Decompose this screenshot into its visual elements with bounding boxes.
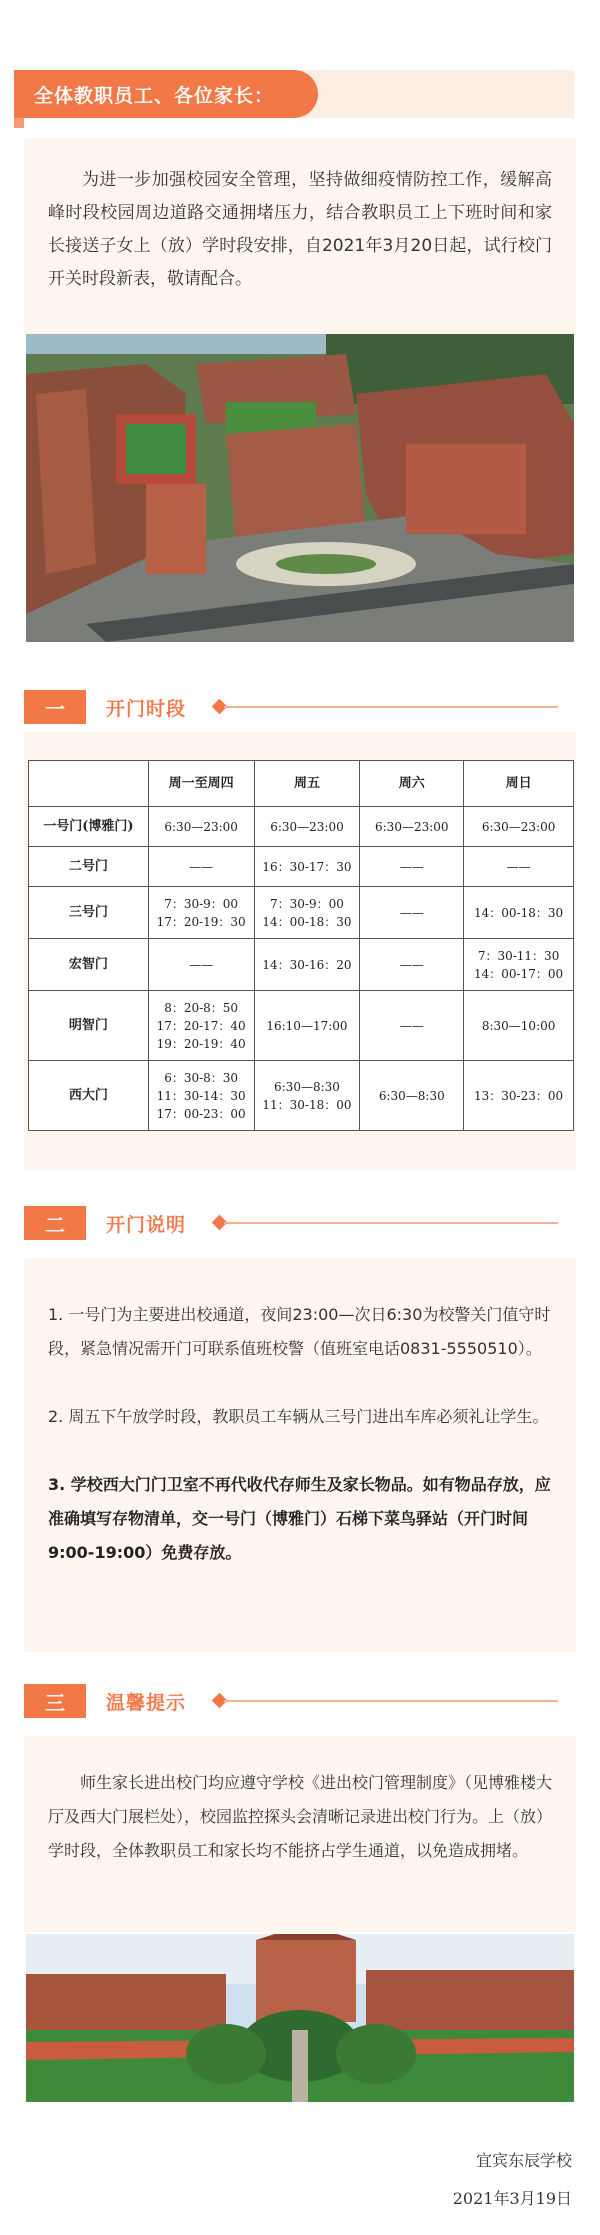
gate-name-cell: 三号门 — [29, 887, 149, 939]
time-cell: 6:30—23:00 — [254, 807, 360, 847]
table-header-fri: 周五 — [254, 761, 360, 807]
section-divider — [224, 1700, 558, 1702]
instructions-card — [24, 1258, 576, 1652]
time-cell: 7：30-9：00 17：20-19：30 — [148, 887, 254, 939]
note-item: 3. 学校西大门门卫室不再代收代存师生及家长物品。如有物品存放，应准确填写存物清单，交一号门（博雅门）石梯下菜鸟驿站（开门时间9:00-19:00）免费存放。 — [48, 1475, 551, 1562]
time-cell: —— — [148, 939, 254, 991]
gate-name-cell: 明智门 — [29, 991, 149, 1061]
section-title: 温馨提示 — [106, 1691, 187, 1714]
section-number: 二 — [24, 1206, 86, 1240]
gate-name-cell: 宏智门 — [29, 939, 149, 991]
tips-paragraph: 师生家长进出校门均应遵守学校《进出校门管理制度》（见博雅楼大厅及西大门展栏处），校园监控探头会清晰记录进出校门行为。上（放）学时段，全体教职员工和家长均不能挤占学生通道，以免造成拥堵。 — [24, 1736, 576, 1932]
note-item: 1. 一号门为主要进出校通道，夜间23:00—次日6:30为校警关门值守时段，紧急情况需开门可联系值班校警（值班室电话0831-5550510）。 — [48, 1305, 551, 1358]
time-cell: —— — [360, 887, 464, 939]
campus-panorama-photo — [26, 1934, 574, 2102]
schedule-card — [24, 732, 576, 1170]
campus-aerial-photo — [26, 334, 574, 642]
time-cell: 6：30-8：30 11：30-14：30 17：00-23：00 — [148, 1061, 254, 1131]
section-header-instructions — [24, 1206, 576, 1240]
time-cell: 8：20-8：50 17：20-17：40 19：20-19：40 — [148, 991, 254, 1061]
time-cell: 16：30-17：30 — [254, 847, 360, 887]
time-cell: 6:30—23:00 — [148, 807, 254, 847]
time-cell: 13：30-23：00 — [464, 1061, 574, 1131]
table-header-sat: 周六 — [360, 761, 464, 807]
time-cell: 16:10—17:00 — [254, 991, 360, 1061]
time-cell: 14：00-18：30 — [464, 887, 574, 939]
signature-block — [453, 2142, 572, 2218]
section-header-opening-hours — [24, 690, 576, 724]
time-cell: 6:30—8:30 — [360, 1061, 464, 1131]
table-row — [29, 1061, 574, 1131]
sign-date: 2021年3月19日 — [452, 2189, 572, 2208]
time-cell: —— — [360, 991, 464, 1061]
greeting-title: 全体教职员工、各位家长： — [14, 70, 318, 118]
time-cell: 14：30-16：20 — [254, 939, 360, 991]
time-cell: —— — [360, 847, 464, 887]
section-title: 开门时段 — [106, 697, 187, 720]
table-row — [29, 991, 574, 1061]
time-cell: 6:30—23:00 — [464, 807, 574, 847]
time-cell: 8:30—10:00 — [464, 991, 574, 1061]
section-header-tips — [24, 1684, 576, 1718]
section-divider — [224, 706, 558, 708]
gate-schedule-table — [28, 760, 574, 1131]
section-divider — [224, 1222, 558, 1224]
time-cell: 6:30—8:30 11：30-18：00 — [254, 1061, 360, 1131]
table-header-mon-thu: 周一至周四 — [148, 761, 254, 807]
gate-name-cell: 一号门(博雅门) — [29, 807, 149, 847]
table-header-sun: 周日 — [464, 761, 574, 807]
time-cell: 7：30-11：30 14：00-17：00 — [464, 939, 574, 991]
intro-paragraph: 为进一步加强校园安全管理，坚持做细疫情防控工作，缓解高峰时段校园周边道路交通拥堵压力，结合教职员工上下班时间和家长接送子女上（放）学时段安排，自2021年3月20日起，试行校门开关时段新表，敬请配合。 — [24, 138, 576, 338]
time-cell: —— — [360, 939, 464, 991]
table-row — [29, 939, 574, 991]
table-row — [29, 847, 574, 887]
time-cell: —— — [148, 847, 254, 887]
time-cell: 7：30-9：00 14：00-18：30 — [254, 887, 360, 939]
header-corner-decoration — [14, 118, 24, 128]
note-item: 2. 周五下午放学时段，教职员工车辆从三号门进出车库必须礼让学生。 — [48, 1407, 549, 1426]
table-row — [29, 807, 574, 847]
time-cell: 6:30—23:00 — [360, 807, 464, 847]
section-number: 三 — [24, 1684, 86, 1718]
section-title: 开门说明 — [106, 1213, 187, 1236]
time-cell: —— — [464, 847, 574, 887]
gate-name-cell: 二号门 — [29, 847, 149, 887]
table-row — [29, 887, 574, 939]
gate-name-cell: 西大门 — [29, 1061, 149, 1131]
school-name: 宜宾东辰学校 — [475, 2151, 572, 2170]
table-header-blank — [29, 761, 149, 807]
section-number: 一 — [24, 690, 86, 724]
